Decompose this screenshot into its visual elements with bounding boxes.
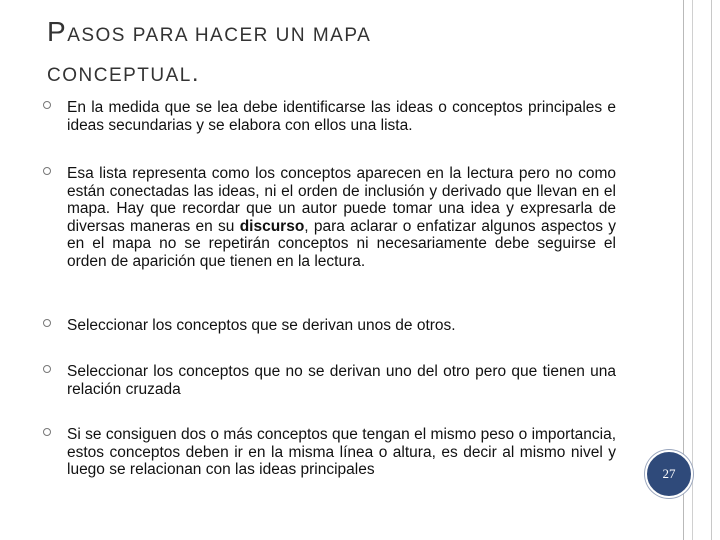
title-period: . [191, 60, 201, 87]
bullet-bold-text: discurso [239, 217, 305, 235]
page-number: 27 [662, 466, 676, 481]
bullet-text: Seleccionar los conceptos que no se derivan uno del otro pero que tienen una relación cruzada [67, 363, 616, 398]
title-capital: P [47, 16, 68, 47]
slide-title [47, 14, 647, 96]
bullet-text: En la medida que se lea debe identificarse las ideas o conceptos principales e ideas secundarias y se elabora con ellos una lista. [67, 99, 616, 134]
bullet-item [43, 317, 616, 335]
bullet-item [43, 99, 616, 134]
bullet-text: Esa lista representa como los conceptos aparecen en la lectura pero no como están conectadas las ideas, ni el orden de inclusión y derivado que llevan en el mapa. Hay que recordar que un autor puede tomar una idea y expresarla de diversas maneras en su [67, 165, 616, 235]
bullet-item [43, 426, 616, 479]
title-line-2-text: CONCEPTUAL [47, 65, 192, 86]
bullet-text: , para aclarar o enfatizar algunos aspectos y en el mapa no se repetirán conceptos ni necesariamente debe seguirse el orden de aparición que tienen en la lectura. [67, 217, 616, 270]
hollow-circle-icon [43, 428, 51, 436]
decorative-line [692, 0, 693, 540]
hollow-circle-icon [43, 101, 51, 109]
title-line-1 [47, 14, 647, 54]
hollow-circle-icon [43, 167, 51, 175]
title-line-2 [47, 54, 647, 96]
bullet-text: Si se consiguen dos o más conceptos que tengan el mismo peso o importancia, estos conceptos deben ir en la misma línea o altura, es decir al mismo nivel y luego se relacionan con las ideas principales [67, 426, 616, 478]
hollow-circle-icon [43, 365, 51, 373]
decorative-line [711, 0, 712, 540]
hollow-circle-icon [43, 319, 51, 327]
title-line-1-text: ASOS PARA HACER UN MAPA [67, 25, 372, 46]
page-number-badge [645, 450, 693, 498]
bullet-item [43, 363, 616, 398]
bullet-item [43, 165, 616, 270]
bullet-text: Seleccionar los conceptos que se derivan unos de otros. [67, 317, 456, 334]
